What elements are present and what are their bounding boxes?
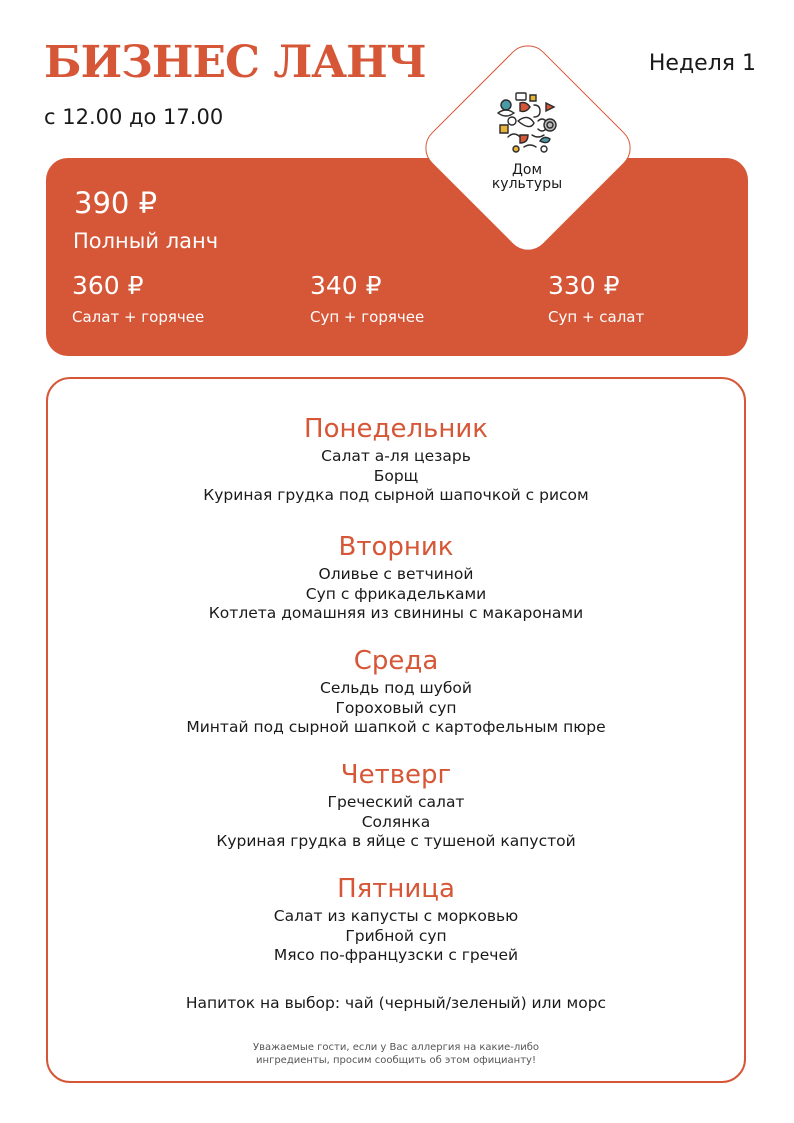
week-label: Неделя 1	[648, 51, 756, 76]
day-title: Понедельник	[304, 414, 488, 444]
combo-soup-salad	[548, 270, 644, 328]
day-wednesday	[48, 645, 744, 738]
dish-item: Гороховый суп	[335, 698, 457, 717]
combo-label: Суп + салат	[548, 308, 645, 326]
price-panel	[46, 158, 748, 356]
dish-item: Сельдь под шубой	[320, 679, 472, 697]
day-monday	[48, 413, 744, 506]
logo-doodle-icon	[494, 91, 560, 157]
allergy-note	[48, 1041, 744, 1067]
day-title: Пятница	[337, 874, 455, 904]
dish-item: Минтай под сырной шапкой с картофельным пюре	[186, 718, 606, 736]
full-lunch-price: 390 ₽	[74, 186, 158, 220]
dish-item: Грибной суп	[345, 926, 447, 945]
page-title: БИЗНЕС ЛАНЧ	[44, 37, 426, 88]
day-thursday	[48, 759, 744, 852]
dish-item: Куриная грудка в яйце с тушеной капустой	[216, 832, 576, 850]
dish-item: Мясо по-французски с гречей	[273, 946, 519, 964]
day-title: Среда	[353, 646, 439, 676]
day-title: Вторник	[338, 532, 454, 562]
day-friday	[48, 873, 744, 966]
allergy-line: ингредиенты, просим сообщить об этом официанту!	[256, 1055, 536, 1066]
dish-item: Салат из капусты с морковью	[273, 907, 519, 925]
combo-price: 330 ₽	[548, 271, 620, 300]
combo-label: Суп + горячее	[310, 308, 425, 326]
menu-box	[46, 377, 746, 1083]
day-tuesday	[48, 531, 744, 624]
dish-item: Оливье с ветчиной	[318, 565, 474, 583]
dish-item: Борщ	[373, 466, 419, 485]
day-title: Четверг	[340, 760, 452, 790]
dish-item: Суп с фрикадельками	[305, 584, 487, 603]
allergy-line: Уважаемые гости, если у Вас аллергия на какие-либо	[252, 1042, 540, 1053]
dish-item: Солянка	[361, 812, 431, 831]
dish-item: Котлета домашняя из свинины с макаронами	[208, 604, 584, 622]
lunch-hours: с 12.00 до 17.00	[44, 105, 224, 129]
dish-item: Греческий салат	[327, 793, 465, 811]
dish-item: Салат а-ля цезарь	[321, 447, 471, 465]
combo-label: Салат + горячее	[72, 308, 205, 326]
logo-line2: культуры	[491, 176, 563, 192]
logo-line1: Дом	[511, 162, 543, 178]
logo	[449, 69, 605, 225]
combo-salad-main	[72, 270, 204, 328]
combo-price: 340 ₽	[310, 271, 382, 300]
combo-soup-main	[310, 270, 424, 328]
dish-item: Куриная грудка под сырной шапочкой с рисом	[203, 486, 589, 504]
full-lunch-label: Полный ланч	[73, 229, 219, 253]
combo-price: 360 ₽	[72, 271, 144, 300]
drink-note: Напиток на выбор: чай (черный/зеленый) или морс	[185, 994, 607, 1012]
